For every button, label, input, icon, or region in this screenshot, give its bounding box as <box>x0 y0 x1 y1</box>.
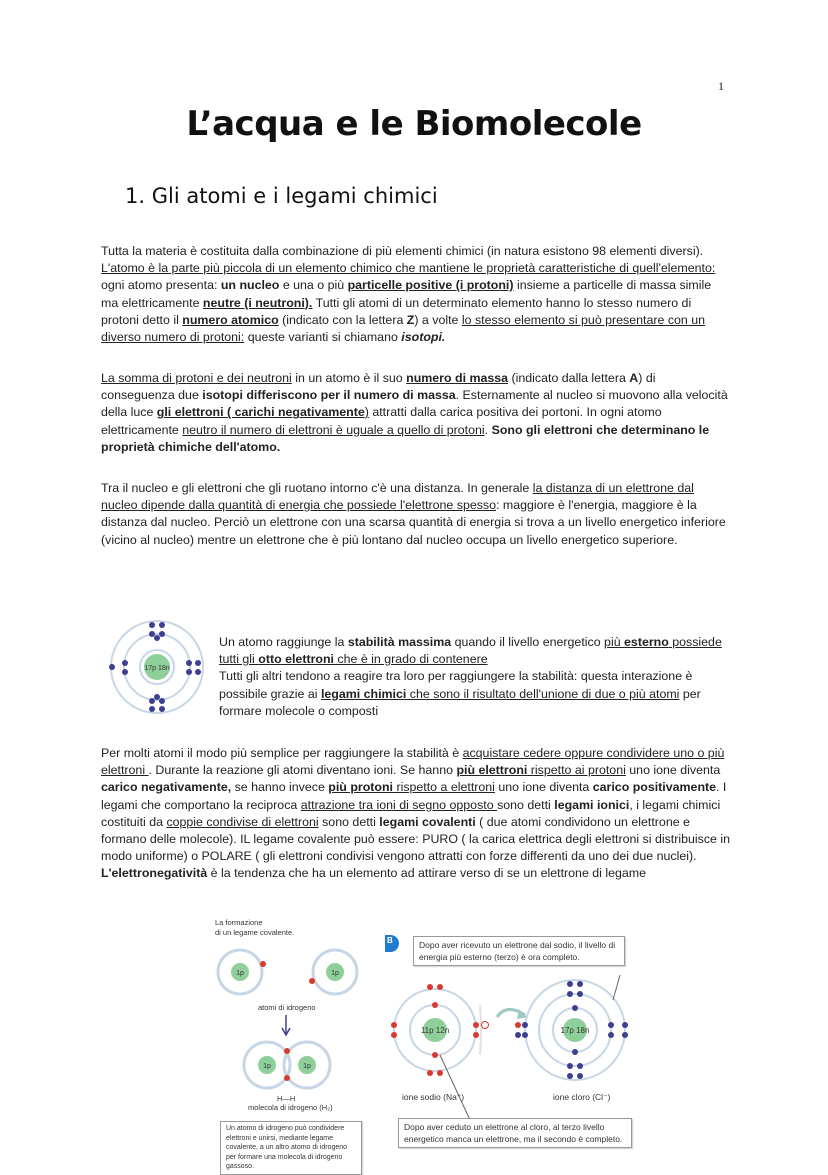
ionic-bond-diagram <box>385 975 645 1090</box>
paragraph-ions-bonds: Per molti atomi il modo più semplice per raggiungere la stabilità è acquistare cedere oppure condividere uno o più elettroni . Durante la reazione gli atomi diventano ioni. Se hanno più elettroni rispetto ai protoni uno ione diventa carico negativamente, se hanno invece più protoni rispetto a elettroni uno ione diventa carico positivamente. I legami che comportano la reciproca attrazione tra ioni di segno opposto sono detti legami ionici, i legami chimici costituiti da coppie condivise di elettroni sono detti legami covalenti ( due atomi condividono un elettrone e formano delle molecole). IL legame covalente può essere: PURO ( la carica elettrica degli elettroni si distribuisce in modo uniforme) o POLARE ( gli elettroni condivisi vengono attratti con forze differenti da uno dei due nuclei). L'elettronegatività è la tendenza che ha un elemento ad attirare verso di se un elettrone di legame <box>101 746 731 881</box>
svg-text:17p 18n: 17p 18n <box>560 1026 590 1035</box>
hydrogen-molecule-diagram <box>240 1038 335 1094</box>
svg-text:11p 12n: 11p 12n <box>420 1026 450 1035</box>
chlorine-atom-diagram <box>105 615 210 720</box>
figure-badge-b: B <box>385 935 399 952</box>
hydrogen-atoms-caption: atomi di idrogeno <box>258 1003 316 1012</box>
document-title: L’acqua e le Biomolecole <box>186 104 642 144</box>
paragraph-mass-number: La somma di protoni e dei neutroni in un atomo è il suo numero di massa (indicato dalla lettera A) di conseguenza due isotopi differiscono per il numero di massa. Esternamente al nucleo si muovono alla velocità della luce gli elettroni ( carichi negativamente) attratti dalla carica positiva dei portoni. In ogni atomo elettricamente neutro il numero di elettroni è uguale a quello di protoni. Sono gli elettroni che determinano le proprietà chimiche dell'atomo. <box>101 371 728 454</box>
chlorine-ion-caption: ione cloro (Cl⁻) <box>553 1092 611 1102</box>
covalent-title: La formazione di un legame covalente. <box>215 918 295 937</box>
hydrogen-atoms-diagram <box>212 945 362 1005</box>
molecule-caption: molecola di idrogeno (H₂) <box>248 1103 333 1112</box>
svg-text:1p: 1p <box>331 970 339 977</box>
paragraph-energy-levels: Tra il nucleo e gli elettroni che gli ruotano intorno c'è una distanza. In generale la distanza di un elettrone dal nucleo dipende dalla quantità di energia che possiede l'elettrone spesso: maggiore è l'energia, maggiore è la distanza dal nucleo. Perciò un elettrone con una scarsa quantità di energia si trova a un livello energetico inferiore (vicino al nucleo) mentre un elettrone che è più lontano dal nucleo occupa un livello energetico superiore. <box>101 481 726 547</box>
nucleus-label: 17p 18n <box>144 665 170 672</box>
svg-text:1p: 1p <box>263 1063 271 1070</box>
chlorine-note-box: Dopo aver ricevuto un elettrone dal sodio, il livello di energia più esterno (terzo) è ora completo. <box>413 936 625 966</box>
section-heading <box>125 184 438 208</box>
paragraph-stability: Un atomo raggiunge la stabilità massima quando il livello energetico più esterno possiede tutti gli otto elettroni che è in grado di contenere Tutti gli altri tendono a reagire tra loro per raggiungere la stabilità: questa interazione è possibile grazie ai legami chimici che sono il risultato dell'unione di due o più atomi per formare molecole o composti <box>219 635 722 718</box>
sodium-ion-caption: ione sodio (Na⁺) <box>402 1092 465 1102</box>
bond-formula: H—H <box>277 1094 296 1103</box>
svg-text:1p: 1p <box>236 970 244 977</box>
paragraph-atoms: Tutta la materia è costituita dalla combinazione di più elementi chimici (in natura esistono 98 elementi diversi). L'atomo è la parte più piccola di un elemento chimico che mantiene le proprietà caratteristiche di quell'elemento: ogni atomo presenta: un nucleo e una o più particelle positive (i protoni) insieme a particelle di massa simile ma elettricamente neutre (i neutroni). Tutti gli atomi di un determinato elemento hanno lo stesso numero di protoni detto il numero atomico (indicato con la lettera Z) a volte lo stesso elemento si può presentare con un diverso numero di protoni: queste varianti si chiamano isotopi. <box>101 244 716 345</box>
svg-text:1p: 1p <box>303 1063 311 1070</box>
down-arrow-icon <box>281 1015 291 1037</box>
covalent-caption-box: Un atomo di idrogeno può condividere elettroni e unirsi, mediante legame covalente, a un altro atomo di idrogeno per formare una molecola di idrogeno gassoso. <box>220 1121 362 1175</box>
page-number: 1 <box>718 79 724 93</box>
sodium-note-box: Dopo aver ceduto un elettrone al cloro, al terzo livello energetico manca un elettrone, ma il secondo è completo. <box>398 1118 632 1148</box>
section-number: 1. <box>125 184 146 208</box>
section-title: Gli atomi e i legami chimici <box>151 184 438 208</box>
